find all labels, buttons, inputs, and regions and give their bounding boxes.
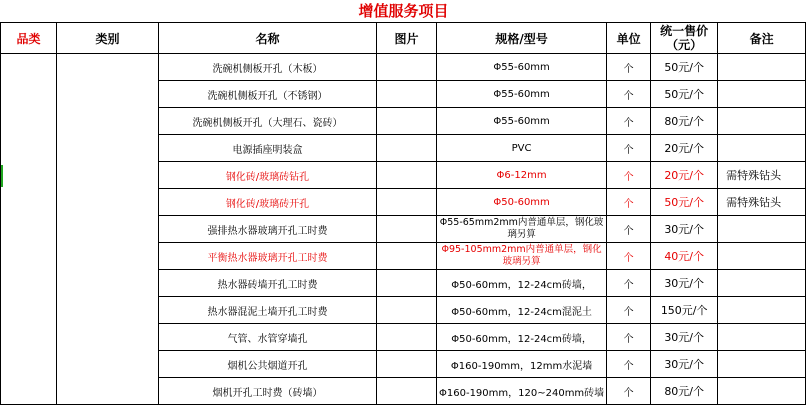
cell-name[interactable]: 洗碗机侧板开孔（木板） <box>159 54 377 81</box>
cell-unit[interactable]: 个 <box>607 162 651 189</box>
cell-spec[interactable]: Φ50-60mm，12-24cm砖墙， <box>437 324 607 351</box>
sheet-title: 增值服务项目 <box>358 2 449 20</box>
cell-price[interactable]: 30元/个 <box>651 270 718 297</box>
service-table <box>0 22 806 405</box>
cell-unit[interactable]: 个 <box>607 270 651 297</box>
cell-spec[interactable]: Φ55-60mm <box>437 81 607 108</box>
cell-unit[interactable]: 个 <box>607 81 651 108</box>
cell-type[interactable] <box>57 54 159 405</box>
cell-note[interactable] <box>718 54 806 81</box>
header-name: 名称 <box>159 23 377 54</box>
cell-unit[interactable]: 个 <box>607 216 651 243</box>
cell-price[interactable]: 50元/个 <box>651 54 718 81</box>
cell-note[interactable] <box>718 108 806 135</box>
cell-unit[interactable]: 个 <box>607 108 651 135</box>
cell-image[interactable] <box>377 270 437 297</box>
cell-spec[interactable]: Φ55-60mm <box>437 54 607 81</box>
cell-spec[interactable]: Φ6-12mm <box>437 162 607 189</box>
table-row <box>1 54 806 81</box>
cell-price[interactable]: 80元/个 <box>651 108 718 135</box>
cell-name[interactable]: 钢化砖/玻璃砖开孔 <box>159 189 377 216</box>
header-unit: 单位 <box>607 23 651 54</box>
cell-unit[interactable]: 个 <box>607 297 651 324</box>
header-category: 品类 <box>1 23 57 54</box>
cell-spec[interactable]: Φ50-60mm，12-24cm混泥土 <box>437 297 607 324</box>
cell-image[interactable] <box>377 378 437 405</box>
cell-image[interactable] <box>377 297 437 324</box>
cell-unit[interactable]: 个 <box>607 135 651 162</box>
cell-note[interactable] <box>718 351 806 378</box>
cell-unit[interactable]: 个 <box>607 54 651 81</box>
cell-name[interactable]: 电源插座明装盒 <box>159 135 377 162</box>
cell-image[interactable] <box>377 135 437 162</box>
cell-spec[interactable]: Φ50-60mm <box>437 189 607 216</box>
cell-note[interactable] <box>718 324 806 351</box>
cell-price[interactable]: 30元/个 <box>651 216 718 243</box>
cell-image[interactable] <box>377 108 437 135</box>
cell-price[interactable]: 50元/个 <box>651 189 718 216</box>
cell-spec[interactable]: PVC <box>437 135 607 162</box>
cell-note[interactable]: 需特殊钻头 <box>718 162 806 189</box>
cell-name[interactable]: 烟机开孔工时费（砖墙） <box>159 378 377 405</box>
cell-name[interactable]: 洗碗机侧板开孔（不锈钢） <box>159 81 377 108</box>
cell-note[interactable] <box>718 270 806 297</box>
cell-unit[interactable]: 个 <box>607 378 651 405</box>
header-note: 备注 <box>718 23 806 54</box>
cell-unit[interactable]: 个 <box>607 189 651 216</box>
cell-price[interactable]: 30元/个 <box>651 351 718 378</box>
cell-price[interactable]: 20元/个 <box>651 162 718 189</box>
cell-spec[interactable]: Φ55-60mm <box>437 108 607 135</box>
cell-unit[interactable]: 个 <box>607 243 651 270</box>
cell-spec[interactable]: Φ50-60mm，12-24cm砖墙， <box>437 270 607 297</box>
cell-image[interactable] <box>377 243 437 270</box>
cell-image[interactable] <box>377 54 437 81</box>
cell-name[interactable]: 洗碗机侧板开孔（大理石、瓷砖） <box>159 108 377 135</box>
cell-image[interactable] <box>377 162 437 189</box>
cell-unit[interactable]: 个 <box>607 324 651 351</box>
cell-unit[interactable]: 个 <box>607 351 651 378</box>
cell-price[interactable]: 20元/个 <box>651 135 718 162</box>
cell-spec[interactable]: Φ160-190mm，120~240mm砖墙 <box>437 378 607 405</box>
cell-image[interactable] <box>377 189 437 216</box>
cell-price[interactable]: 150元/个 <box>651 297 718 324</box>
header-type: 类别 <box>57 23 159 54</box>
header-price: 统一售价（元） <box>651 23 718 54</box>
cell-name[interactable]: 平衡热水器玻璃开孔工时费 <box>159 243 377 270</box>
cell-name[interactable]: 钢化砖/玻璃砖钻孔 <box>159 162 377 189</box>
cell-price[interactable]: 40元/个 <box>651 243 718 270</box>
cell-image[interactable] <box>377 324 437 351</box>
cell-image[interactable] <box>377 216 437 243</box>
cell-image[interactable] <box>377 81 437 108</box>
cell-price[interactable]: 50元/个 <box>651 81 718 108</box>
cell-note[interactable] <box>718 216 806 243</box>
cell-name[interactable]: 烟机公共烟道开孔 <box>159 351 377 378</box>
cell-spec[interactable]: Φ55-65mm2mm内普通单层，钢化玻璃另算 <box>437 216 607 243</box>
header-row <box>1 23 806 54</box>
cell-note[interactable] <box>718 378 806 405</box>
cell-name[interactable]: 强排热水器玻璃开孔工时费 <box>159 216 377 243</box>
cell-note[interactable]: 需特殊钻头 <box>718 189 806 216</box>
cell-spec[interactable]: Φ95-105mm2mm内普通单层，钢化玻璃另算 <box>437 243 607 270</box>
cell-name[interactable]: 热水器砖墙开孔工时费 <box>159 270 377 297</box>
cell-category[interactable] <box>1 54 57 405</box>
cell-note[interactable] <box>718 135 806 162</box>
cell-price[interactable]: 30元/个 <box>651 324 718 351</box>
cell-name[interactable]: 热水器混泥土墙开孔工时费 <box>159 297 377 324</box>
header-spec: 规格/型号 <box>437 23 607 54</box>
cell-name[interactable]: 气管、水管穿墙孔 <box>159 324 377 351</box>
cell-price[interactable]: 80元/个 <box>651 378 718 405</box>
cell-image[interactable] <box>377 351 437 378</box>
cell-note[interactable] <box>718 81 806 108</box>
cell-note[interactable] <box>718 243 806 270</box>
cell-note[interactable] <box>718 297 806 324</box>
header-image: 图片 <box>377 23 437 54</box>
cell-spec[interactable]: Φ160-190mm，12mm水泥墙 <box>437 351 607 378</box>
